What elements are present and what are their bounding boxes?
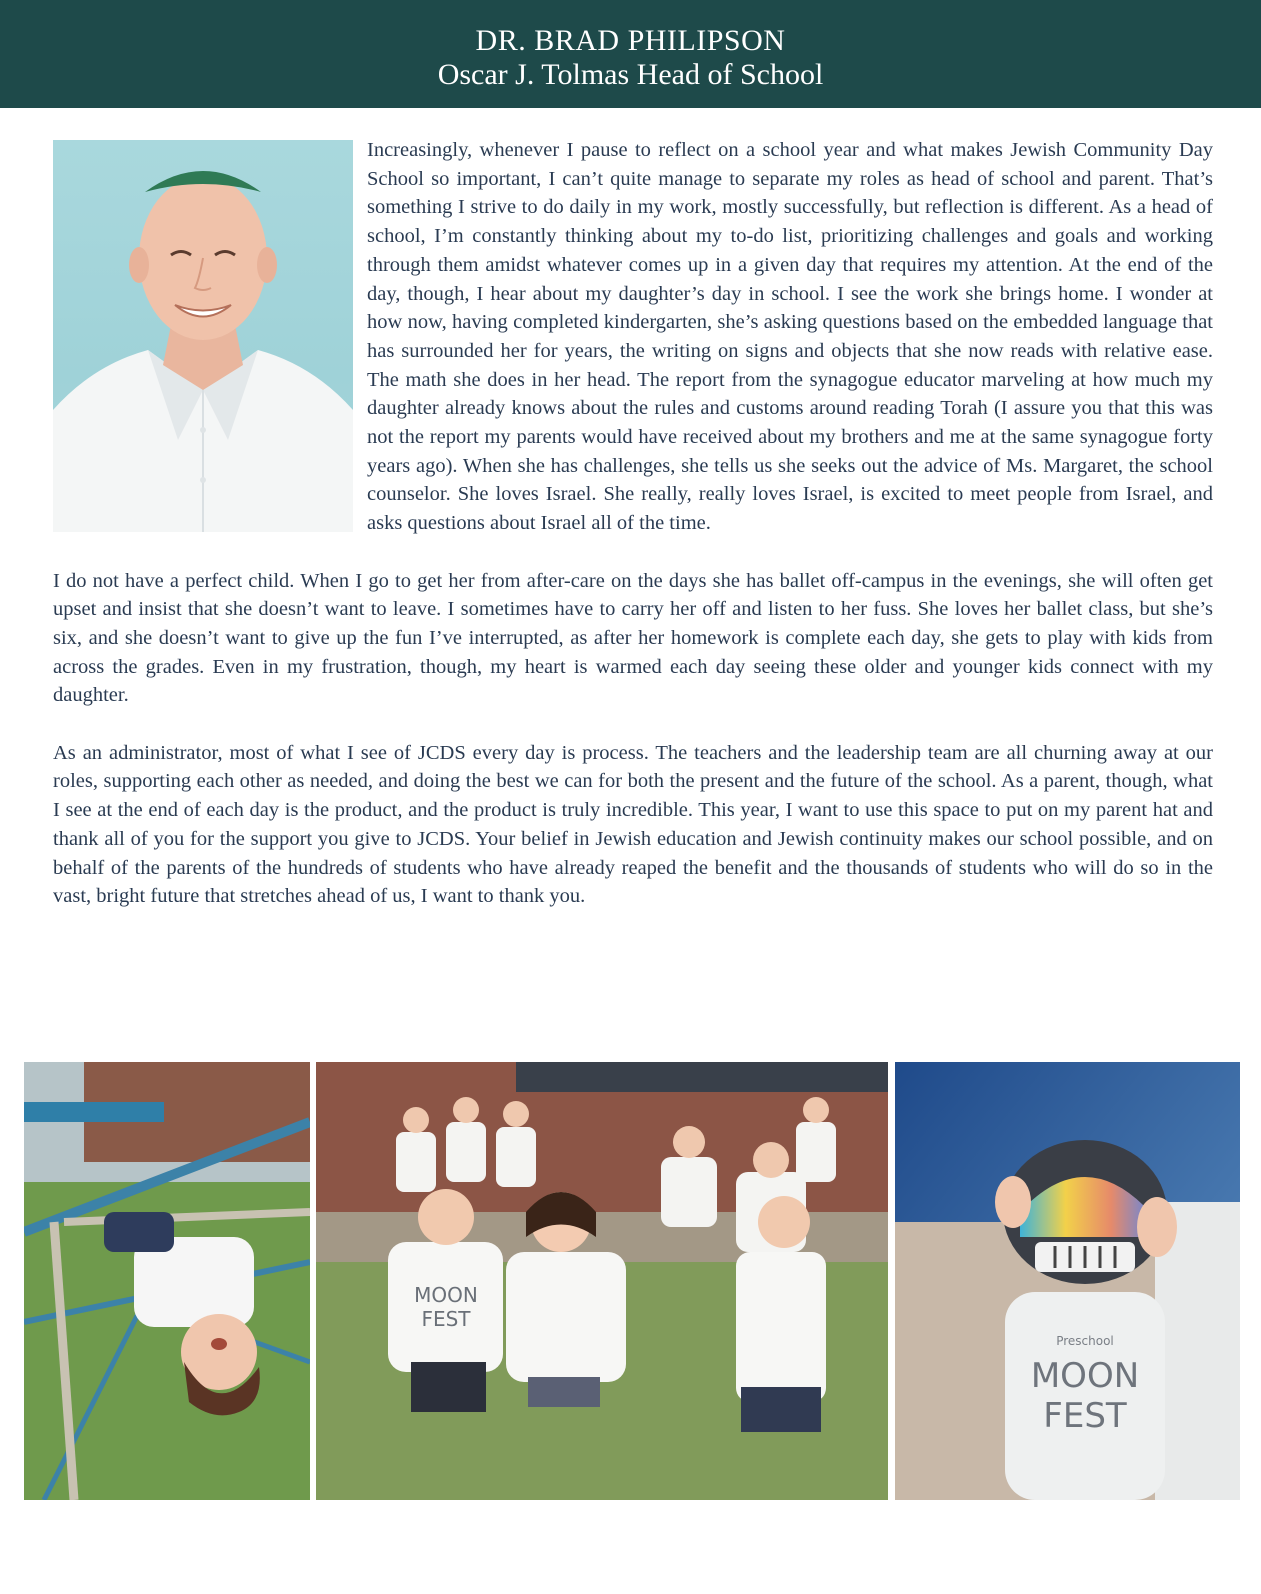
photo-moon-fest-kids bbox=[316, 1062, 888, 1500]
letter-paragraph-1: Increasingly, whenever I pause to reflect on a school year and what makes Jewish Community Day School so important, I can’t quite manage to separate my roles as head of school and parent. That’s something I strive to do daily in my work, mostly successfully, but reflection is different. As a head of school, I’m constantly thinking about my to-do list, prioritizing challenges and goals and working through them amidst whatever comes up in a given day that requires my attention. At the end of the day, though, I hear about my daughter’s day in school. I see the work she brings home. I wonder at how now, having completed kindergarten, she’s asking questions based on the embedded language that has surrounded her for years, the writing on signs and objects that she now reads with relative ease. The math she does in her head. The report from the synagogue educator marveling at how much my daughter already knows about the rules and customs around reading Torah (I assure you that this was not the report my parents would have received about my brothers and me at the same synagogue forty years ago). When she has challenges, she tells us she seeks out the advice of Ms. Margaret, the school counselor. She loves Israel. She really, really loves Israel, is excited to meet people from Israel, and asks questions about Israel all of the time. bbox=[367, 139, 1213, 535]
letter-paragraph-2: I do not have a perfect child. When I go to get her from after-care on the days she has ballet off-campus in the evenings, she will often get upset and insist that she doesn’t want to leave. I sometimes have to carry her off and listen to her fuss. She loves her ballet class, but she’s six, and she doesn’t want to give up the fun I’ve interrupted, as after her homework is complete each day, she gets to play with kids from across the grades. Even in my frustration, though, my heart is warmed each day seeing these older and younger kids connect with my daughter. bbox=[53, 569, 1213, 707]
shirt-print-moon: MOON bbox=[414, 1283, 478, 1307]
letter-paragraph-3: As an administrator, most of what I see of JCDS every day is process. The teachers and the leadership team are all churning away at our roles, supporting each other as needed, and doing the best we can for both the present and the future of the school. As a parent, though, what I see at the end of each day is the product, and the product is truly incredible. This year, I want to use this space to put on my parent hat and thank all of you for the support you give to JCDS. Your belief in Jewish education and Jewish continuity makes our school possible, and on behalf of the parents of the hundreds of students who have already reaped the benefit and the thousands of students who will do so in the vast, bright future that stretches ahead of us, I want to thank you. bbox=[53, 741, 1213, 908]
shirt-print-preschool: Preschool bbox=[1056, 1334, 1114, 1348]
portrait-spacer bbox=[53, 136, 367, 536]
author-name: DR. BRAD PHILIPSON bbox=[475, 24, 786, 57]
shirt-print-fest: FEST bbox=[421, 1307, 471, 1331]
shirt-print-moon-large: MOON bbox=[1030, 1356, 1140, 1396]
shirt-print-fest-large: FEST bbox=[1043, 1396, 1127, 1436]
letter-body bbox=[53, 136, 1213, 940]
author-title: Oscar J. Tolmas Head of School bbox=[437, 58, 824, 91]
photo-playground-climber bbox=[24, 1062, 310, 1500]
page-header bbox=[0, 0, 1261, 108]
photo-astronaut-helmet bbox=[895, 1062, 1240, 1500]
